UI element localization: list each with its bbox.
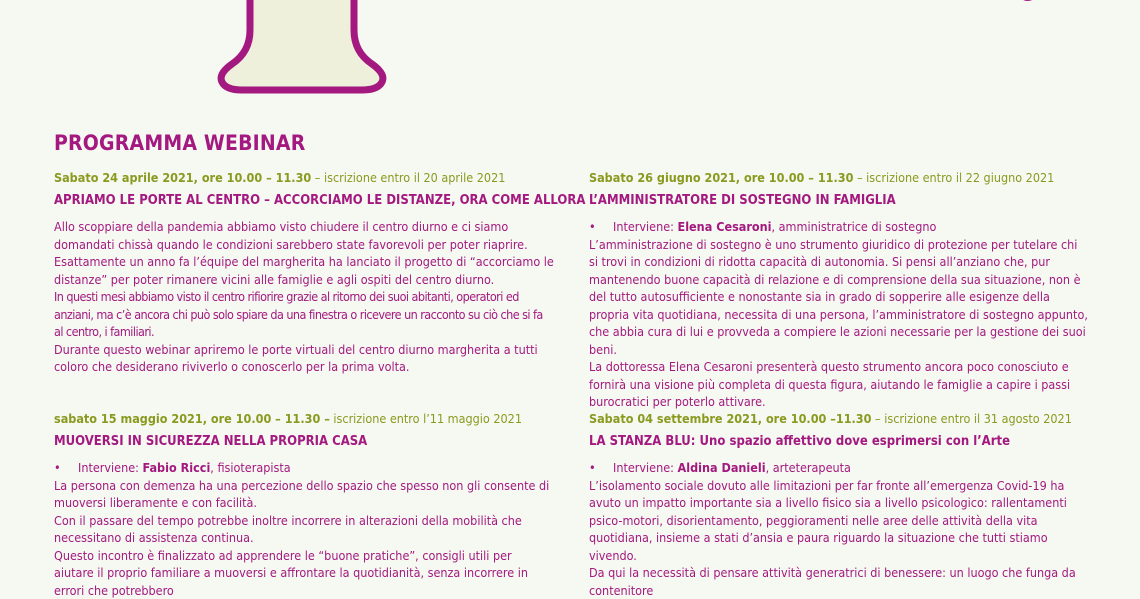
speaker-label: Interviene: <box>613 219 678 234</box>
paragraph: Questo incontro è finalizzato ad apprendere le “buone pratiche”, consigli utili per aiutare il proprio familiare a muoversi e affrontare la quotidianità, senza incorrere in errori che potrebbero <box>54 547 554 599</box>
paragraph: La persona con demenza ha una percezione dello spazio che spesso non gli consente di muoversi liberamente e con facilità. <box>54 477 554 512</box>
program-title: PROGRAMMA WEBINAR <box>54 131 306 155</box>
event-title: L’AMMINISTRATORE DI SOSTEGNO IN FAMIGLIA <box>589 193 1089 208</box>
event-description <box>54 477 554 599</box>
bullet-icon: • <box>589 218 613 236</box>
speaker-line <box>54 459 554 477</box>
event-date: Sabato 04 settembre 2021, ore 10.00 –11.30 <box>589 411 871 426</box>
event-stanza-blu <box>589 411 1089 599</box>
event-date-line <box>54 170 554 185</box>
event-title: MUOVERSI IN SICUREZZA NELLA PROPRIA CASA <box>54 434 554 449</box>
event-description <box>589 236 1089 411</box>
bullet-icon: • <box>54 459 78 477</box>
event-apriamo-le-porte <box>54 170 554 376</box>
paragraph: Allo scoppiare della pandemia abbiamo visto chiudere il centro diurno e ci siamo domandati chissà quando le condizioni sarebbero state favorevoli per poter riaprire. <box>54 218 554 253</box>
speaker-name: Elena Cesaroni <box>678 219 772 234</box>
event-date-line <box>589 170 1089 185</box>
event-description <box>54 218 554 376</box>
speaker-role: , amministratrice di sostegno <box>772 219 937 234</box>
event-muoversi-in-sicurezza <box>54 411 554 599</box>
paragraph: Durante questo webinar apriremo le porte virtuali del centro diurno margherita a tutti coloro che desiderano riviverlo o conoscerlo per la prima volta. <box>54 341 554 376</box>
event-registration: – iscrizione entro il 31 agosto 2021 <box>871 411 1071 426</box>
event-date: Sabato 26 giugno 2021, ore 10.00 – 11.30 <box>589 170 853 185</box>
event-title: LA STANZA BLU: Uno spazio affettivo dove esprimersi con l’Arte <box>589 434 1089 449</box>
bell-shape-icon <box>212 0 392 100</box>
speaker-name: Aldina Danieli <box>678 460 766 475</box>
speaker-role: , fisioterapista <box>210 460 290 475</box>
paragraph: Da qui la necessità di pensare attività generatrici di benessere: un luogo che funga da contenitore <box>589 564 1089 599</box>
event-date-line <box>54 411 554 426</box>
decorative-corner-icon <box>1018 0 1040 6</box>
speaker-name: Fabio Ricci <box>143 460 211 475</box>
event-date: Sabato 24 aprile 2021, ore 10.00 – 11.30 <box>54 170 311 185</box>
event-description <box>589 477 1089 599</box>
event-registration: – iscrizione entro il 20 aprile 2021 <box>311 170 505 185</box>
paragraph: La dottoressa Elena Cesaroni presenterà questo strumento ancora poco conosciuto e fornirà una visione più completa di questa figura, aiutando le famiglie a capire i passi burocratici per poterlo attivare. <box>589 358 1089 411</box>
event-registration: – iscrizione entro il 22 giugno 2021 <box>853 170 1054 185</box>
paragraph: In questi mesi abbiamo visto il centro rifiorire grazie al ritorno dei suoi abitanti, operatori ed anziani, ma c’è ancora chi può solo spiare da una finestra o ricevere un racconto su ciò che si fa al centro, i familiari. <box>54 288 554 341</box>
speaker-label: Interviene: <box>613 460 678 475</box>
bullet-icon: • <box>589 459 613 477</box>
event-amministratore-di-sostegno <box>589 170 1089 411</box>
event-date: sabato 15 maggio 2021, ore 10.00 – 11.30 – <box>54 411 330 426</box>
speaker-role: , arteterapeuta <box>766 460 851 475</box>
event-date-line <box>589 411 1089 426</box>
paragraph: L’isolamento sociale dovuto alle limitazioni per far fronte all’emergenza Covid-19 ha avuto un impatto importante sia a livello fisico sia a livello psicologico: rallentamenti psico-motori, disorientamento, peggioramenti nelle aree delle attività della vita quotidiana, insieme a stati d’ansia e paura riguardo la situazione che tutti stiamo vivendo. <box>589 477 1089 565</box>
speaker-line <box>589 218 1089 236</box>
event-title: APRIAMO LE PORTE AL CENTRO – ACCORCIAMO LE DISTANZE, ORA COME ALLORA <box>54 193 554 208</box>
paragraph: Con il passare del tempo potrebbe inoltre incorrere in alterazioni della mobilità che necessitano di assistenza continua. <box>54 512 554 547</box>
event-registration: iscrizione entro l’11 maggio 2021 <box>330 411 522 426</box>
speaker-line <box>589 459 1089 477</box>
speaker-label: Interviene: <box>78 460 143 475</box>
paragraph: L’amministrazione di sostegno è uno strumento giuridico di protezione per tutelare chi si trovi in condizioni di ridotta capacità di autonomia. Si pensi all’anziano che, pur mantenendo buone capacità di relazione e di comprensione della sua situazione, non è del tutto autosufficiente e nonostante sia in grado di sopperire alle esigenze della propria vita quotidiana, necessita di una persona, l’amministratore di sostegno appunto, che abbia cura di lui e provveda a compiere le azioni necessarie per la gestione dei suoi beni. <box>589 236 1089 359</box>
paragraph: Esattamente un anno fa l’équipe del margherita ha lanciato il progetto di “accorciamo le distanze” per poter rimanere vicini alle famiglie e agli ospiti del centro diurno. <box>54 253 554 288</box>
